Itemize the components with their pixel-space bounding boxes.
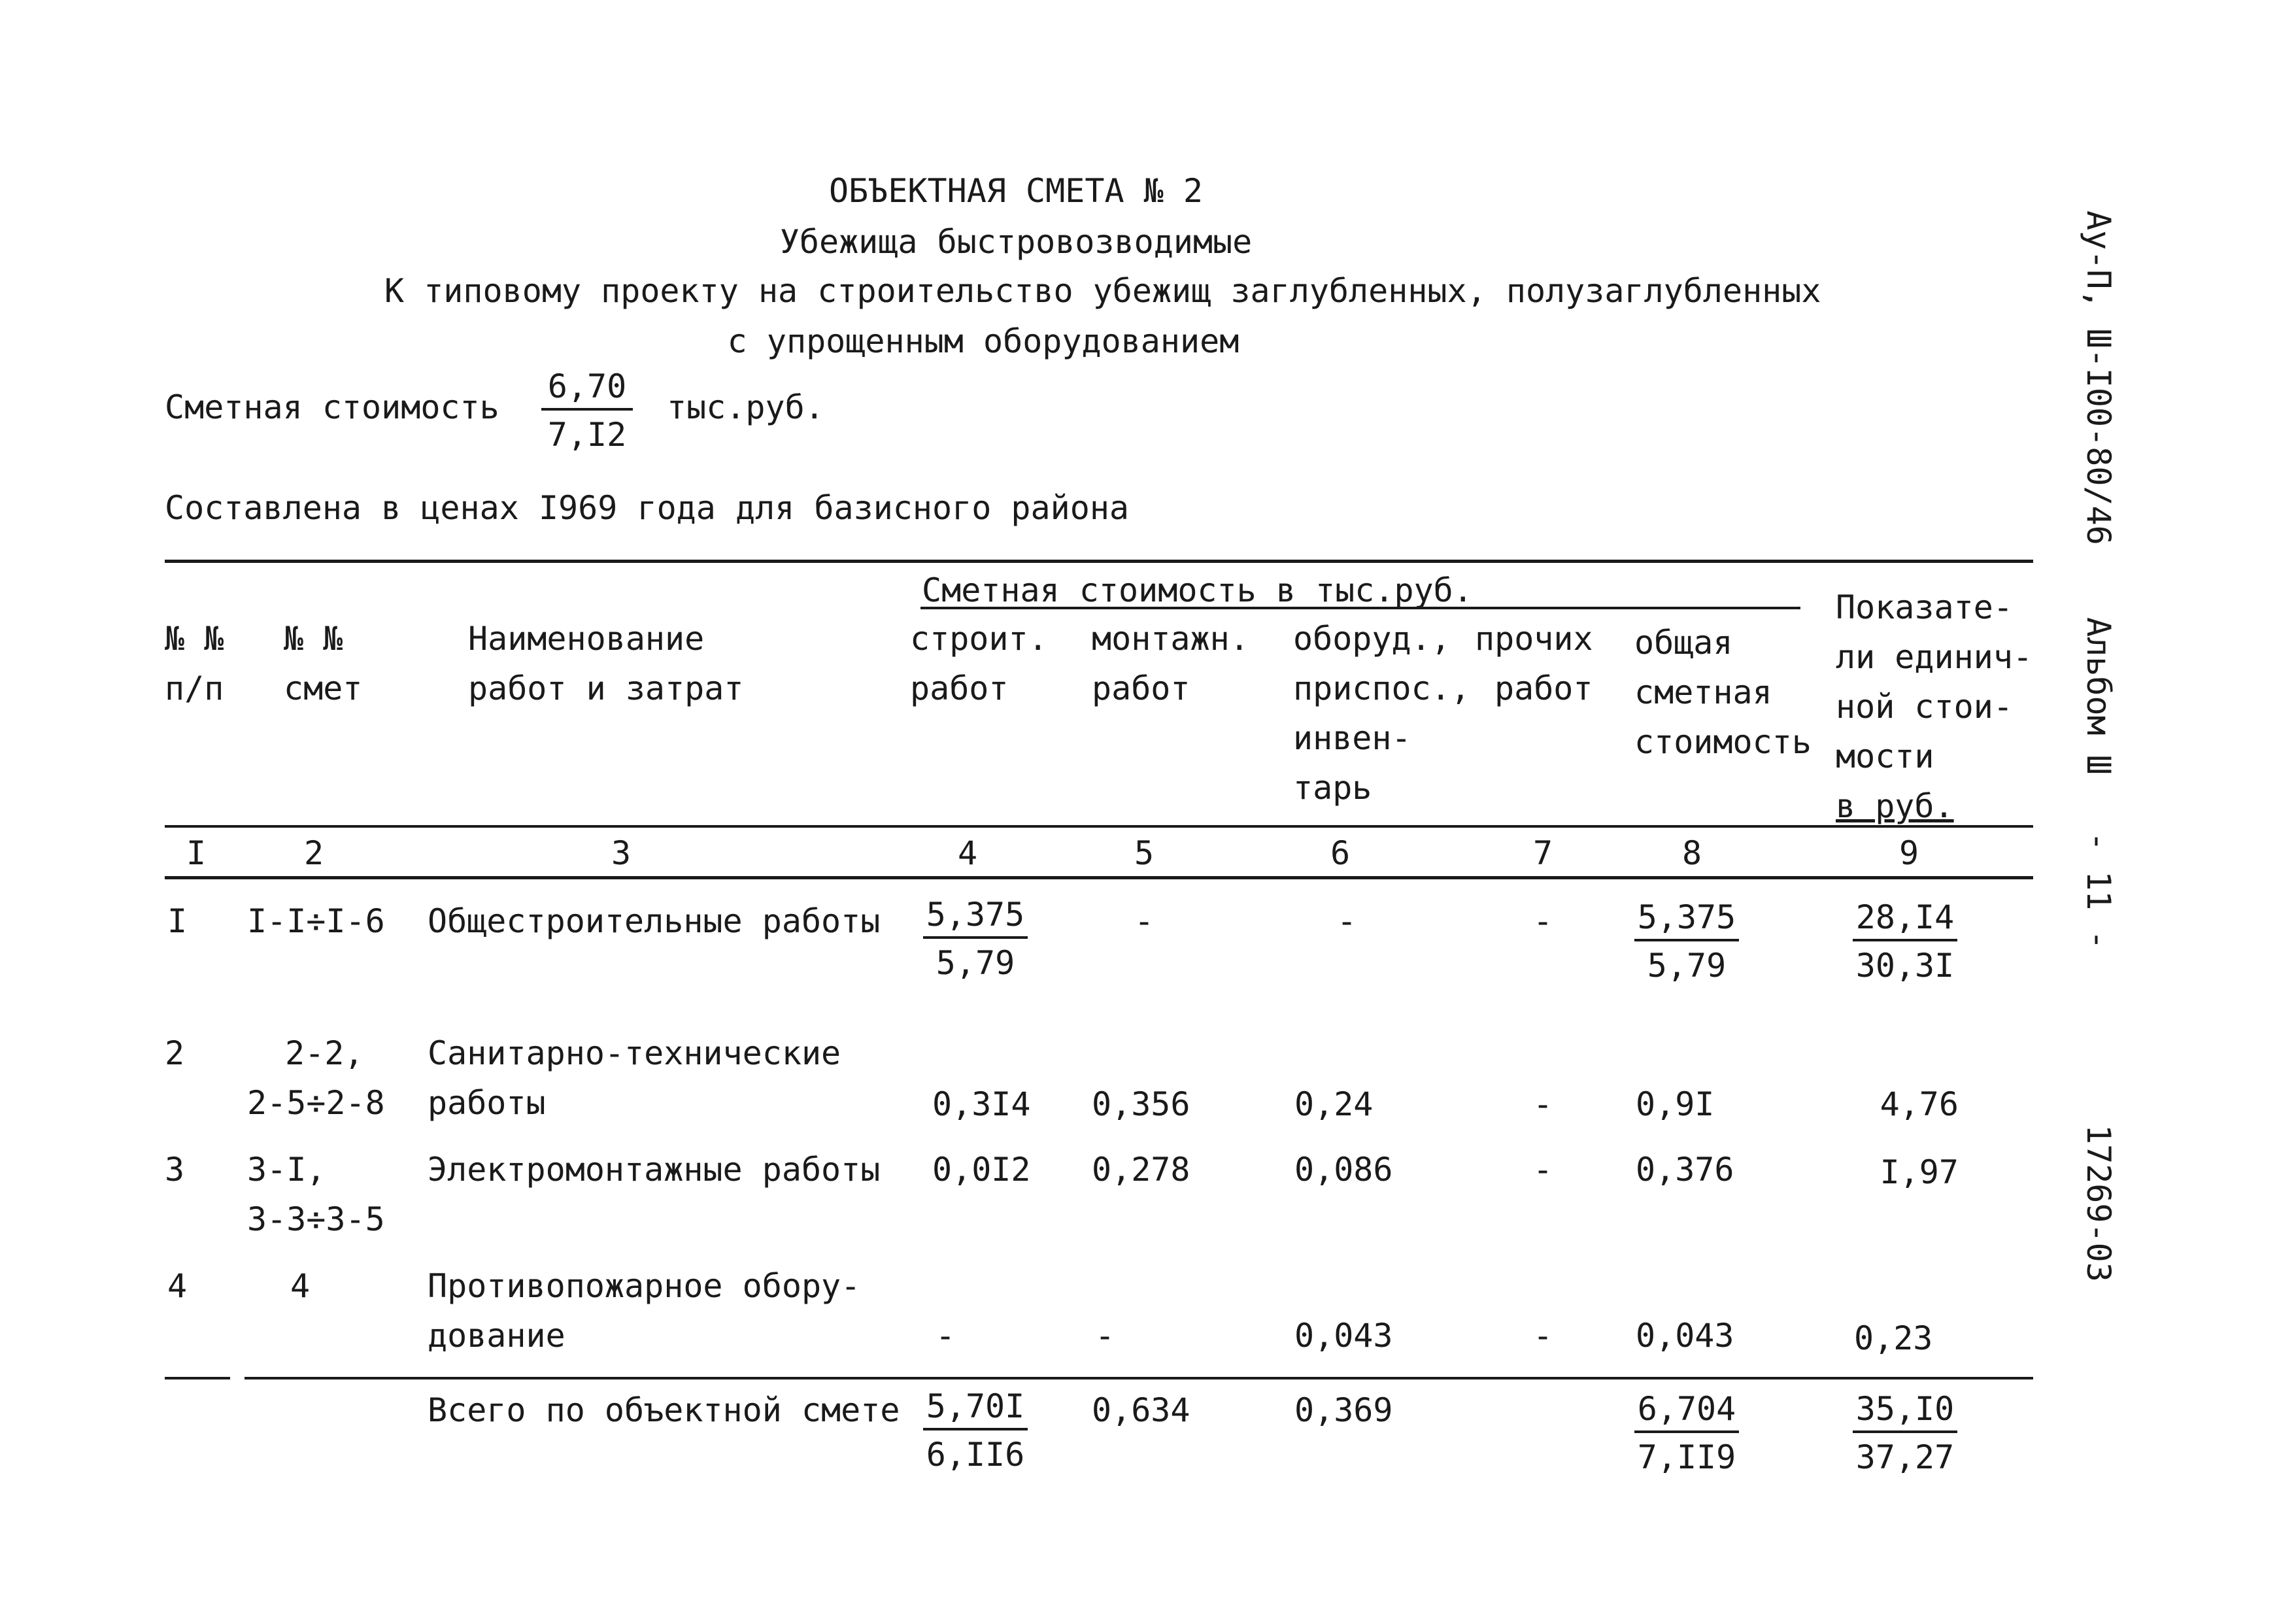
header-col6-line4: тарь xyxy=(1293,769,1372,807)
row-2-name-line2: работы xyxy=(428,1084,546,1122)
row-2-mount: 0,356 xyxy=(1092,1085,1190,1123)
row-3-num: 3 xyxy=(165,1151,185,1189)
col-number: 6 xyxy=(1330,834,1351,872)
row-4-equip: 0,043 xyxy=(1294,1317,1393,1355)
total-row-total-top: 6,704 xyxy=(1634,1387,1739,1433)
col-number: I xyxy=(186,834,207,872)
header-col8-line3: стоимость xyxy=(1634,723,1812,761)
row-4-num: 4 xyxy=(167,1267,188,1305)
col-number: 7 xyxy=(1532,834,1553,872)
header-col9-line5: в руб. xyxy=(1836,787,1954,825)
cost-value-bottom: 7,I2 xyxy=(547,416,627,454)
col-number: 4 xyxy=(957,834,978,872)
col-number: 5 xyxy=(1134,834,1155,872)
row-3-unit-cost: I,97 xyxy=(1880,1153,1959,1191)
table-top-rule xyxy=(165,560,2033,563)
total-row-unit-cost-bottom: 37,27 xyxy=(1855,1438,1955,1476)
header-col8-line1: общая xyxy=(1634,624,1733,662)
total-rule-right xyxy=(245,1377,2033,1379)
col-number: 2 xyxy=(303,834,324,872)
side-album: Альбом Ш xyxy=(2080,617,2117,775)
row-4-mount: - xyxy=(1094,1317,1115,1355)
row-2-other: - xyxy=(1532,1085,1553,1123)
row-2-smeta-line1: 2-2, xyxy=(285,1034,364,1072)
row-3-other: - xyxy=(1532,1151,1553,1189)
row-3-mount: 0,278 xyxy=(1092,1151,1190,1189)
header-col5-line2: работ xyxy=(1092,669,1190,707)
total-row-total xyxy=(1634,1387,1739,1481)
row-1-equip: - xyxy=(1336,902,1357,940)
row-2-total: 0,9I xyxy=(1636,1085,1715,1123)
total-row-build xyxy=(923,1385,1028,1479)
header-col9-line4: мости xyxy=(1836,737,1934,775)
cost-value xyxy=(541,365,633,459)
side-page-number: - 11 - xyxy=(2080,832,2117,950)
row-2-smeta-line2: 2-5÷2-8 xyxy=(247,1084,385,1122)
row-1-total-bottom: 5,79 xyxy=(1647,947,1727,985)
header-col9-line3: ной стои- xyxy=(1836,688,2013,726)
row-2-num: 2 xyxy=(165,1034,185,1072)
prices-note: Составлена в ценах I969 года для базисного района xyxy=(165,489,1130,527)
header-col7-line1: прочих xyxy=(1475,620,1593,658)
row-3-build: 0,0I2 xyxy=(932,1151,1031,1189)
col-number: 3 xyxy=(611,834,632,872)
group-header: Сметная стоимость в тыс.руб. xyxy=(922,571,1473,609)
project-line-1: К типовому проекту на строительство убежищ заглубленных, полузаглубленных xyxy=(384,272,1821,310)
total-row-mount: 0,634 xyxy=(1092,1391,1190,1429)
total-row-name: Всего по объектной смете xyxy=(428,1391,900,1429)
total-row-unit-cost xyxy=(1853,1387,1957,1481)
header-col5-line1: монтажн. xyxy=(1092,620,1249,658)
row-1-total-top: 5,375 xyxy=(1634,896,1739,941)
row-2-unit-cost: 4,76 xyxy=(1880,1085,1959,1123)
row-2-build: 0,3I4 xyxy=(932,1085,1031,1123)
header-col1-line2: п/п xyxy=(165,669,224,707)
row-1-total xyxy=(1634,896,1739,990)
header-bottom-rule xyxy=(165,825,2033,828)
row-1-build-bottom: 5,79 xyxy=(936,944,1015,982)
total-row-build-bottom: 6,II6 xyxy=(926,1436,1025,1474)
row-1-unit-cost-bottom: 30,3I xyxy=(1855,947,1955,985)
header-col4-line2: работ xyxy=(910,669,1009,707)
row-4-other: - xyxy=(1532,1317,1553,1355)
row-1-smeta: I-I÷I-6 xyxy=(247,902,385,940)
document-title: ОБЪЕКТНАЯ СМЕТА № 2 xyxy=(829,172,1203,210)
header-col9-line2: ли единич- xyxy=(1836,638,2033,676)
row-1-unit-cost-top: 28,I4 xyxy=(1853,896,1957,941)
header-col4-line1: строит. xyxy=(910,620,1048,658)
total-row-equip: 0,369 xyxy=(1294,1391,1393,1429)
header-col2-line2: смет xyxy=(284,669,363,707)
row-4-unit-cost: 0,23 xyxy=(1854,1319,1933,1357)
total-row-total-bottom: 7,II9 xyxy=(1637,1438,1736,1476)
row-3-smeta-line2: 3-3÷3-5 xyxy=(247,1200,385,1238)
col-number: 8 xyxy=(1681,834,1702,872)
row-2-equip: 0,24 xyxy=(1294,1085,1374,1123)
total-row-unit-cost-top: 35,I0 xyxy=(1853,1387,1957,1433)
row-4-name-line1: Противопожарное обору- xyxy=(428,1267,861,1305)
row-3-total: 0,376 xyxy=(1636,1151,1734,1189)
header-col3-line2: работ и затрат xyxy=(468,669,744,707)
row-4-build: - xyxy=(935,1317,956,1355)
row-3-equip: 0,086 xyxy=(1294,1151,1393,1189)
row-1-build xyxy=(923,893,1028,987)
row-3-name: Электромонтажные работы xyxy=(428,1151,881,1189)
total-row-build-top: 5,70I xyxy=(923,1385,1028,1430)
header-col7-line2: работ xyxy=(1494,669,1593,707)
side-document-number: 17269-03 xyxy=(2080,1125,2117,1282)
col-number: 9 xyxy=(1898,834,1919,872)
header-col2-line1: № № xyxy=(284,620,343,658)
cost-value-top: 6,70 xyxy=(541,365,633,411)
header-col9-line1: Показате- xyxy=(1836,588,2013,626)
header-col6-line3: инвен- xyxy=(1293,719,1411,757)
document-subtitle: Убежища быстровозводимые xyxy=(779,223,1253,261)
project-line-2: с упрощенным оборудованием xyxy=(727,322,1240,360)
header-col6-line1: оборуд., xyxy=(1293,620,1451,658)
header-col3-line1: Наименование xyxy=(468,620,705,658)
total-rule-left xyxy=(165,1377,230,1379)
row-4-name-line2: дование xyxy=(428,1317,565,1355)
row-1-name: Общестроительные работы xyxy=(428,902,881,940)
header-col1-line1: № № xyxy=(165,620,224,658)
header-col6-line2: приспос., xyxy=(1293,669,1470,707)
side-code: Ау-П, Ш-I00-80/46 xyxy=(2080,211,2117,545)
row-4-smeta: 4 xyxy=(290,1267,311,1305)
row-4-total: 0,043 xyxy=(1636,1317,1734,1355)
row-2-name-line1: Санитарно-технические xyxy=(428,1034,841,1072)
row-1-build-top: 5,375 xyxy=(923,893,1028,939)
cost-label: Сметная стоимость xyxy=(165,388,499,426)
row-1-num: I xyxy=(167,902,188,940)
cost-unit: тыс.руб. xyxy=(667,388,824,426)
row-1-unit-cost xyxy=(1853,896,1957,990)
row-3-smeta-line1: 3-I, xyxy=(247,1151,326,1189)
row-1-other: - xyxy=(1532,902,1553,940)
row-1-mount: - xyxy=(1134,902,1155,940)
header-col8-line2: сметная xyxy=(1634,673,1772,711)
col-numbers-rule xyxy=(165,876,2033,879)
